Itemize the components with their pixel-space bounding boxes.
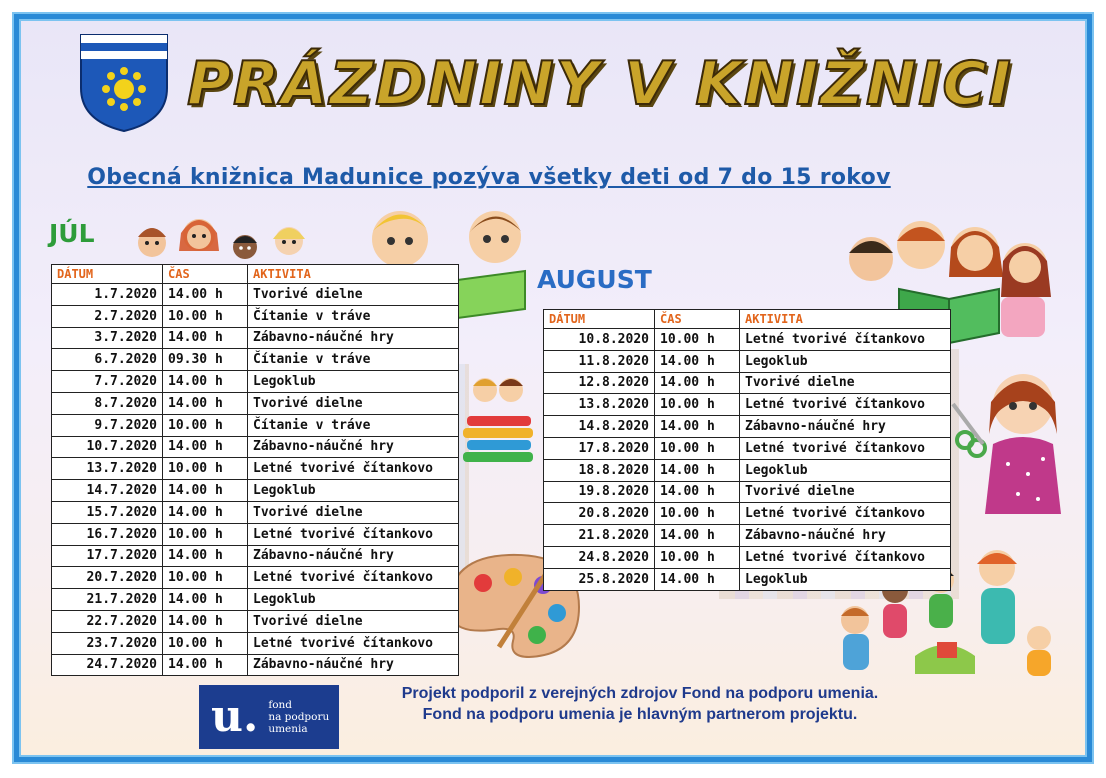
month-label-august: AUGUST <box>537 265 652 294</box>
table-row <box>544 350 951 372</box>
cell-date: 7.7.2020 <box>52 371 163 393</box>
table-row <box>544 546 951 568</box>
cell-date: 17.8.2020 <box>544 437 655 459</box>
cell-time: 10.00 h <box>655 437 740 459</box>
cell-date: 21.8.2020 <box>544 525 655 547</box>
village-crest-icon <box>79 33 169 133</box>
cell-date: 3.7.2020 <box>52 327 163 349</box>
table-row <box>52 567 459 589</box>
cell-activity: Čítanie v tráve <box>248 414 459 436</box>
july-schedule-table <box>51 264 459 676</box>
table-row <box>52 654 459 676</box>
cell-time: 14.00 h <box>655 459 740 481</box>
table-row <box>544 394 951 416</box>
table-row <box>544 503 951 525</box>
cell-activity: Zábavno-náučné hry <box>248 327 459 349</box>
table-row <box>544 372 951 394</box>
cell-activity: Letné tvorivé čítankovo <box>248 523 459 545</box>
invitation-subtitle: Obecná knižnica Madunice pozýva všetky deti od 7 do 15 rokov <box>87 165 891 190</box>
cell-activity: Čítanie v tráve <box>248 349 459 371</box>
cell-time: 14.00 h <box>163 545 248 567</box>
table-row <box>544 437 951 459</box>
table-row <box>52 305 459 327</box>
table-row <box>544 568 951 590</box>
table-row <box>52 480 459 502</box>
table-row <box>52 327 459 349</box>
cell-time: 10.00 h <box>163 305 248 327</box>
cell-time: 14.00 h <box>655 350 740 372</box>
cell-date: 24.7.2020 <box>52 654 163 676</box>
cell-time: 14.00 h <box>163 501 248 523</box>
cell-time: 14.00 h <box>163 436 248 458</box>
cell-date: 10.7.2020 <box>52 436 163 458</box>
cell-activity: Zábavno-náučné hry <box>248 436 459 458</box>
cell-date: 17.7.2020 <box>52 545 163 567</box>
footer-line-1: Projekt podporil z verejných zdrojov Fond na podporu umenia. <box>401 685 879 702</box>
cell-time: 14.00 h <box>163 589 248 611</box>
cell-date: 9.7.2020 <box>52 414 163 436</box>
column-header-time: ČAS <box>163 265 248 284</box>
cell-time: 14.00 h <box>655 568 740 590</box>
cell-activity: Legoklub <box>248 371 459 393</box>
month-label-july: JÚL <box>49 219 95 248</box>
column-header-time: ČAS <box>655 310 740 329</box>
cell-activity: Letné tvorivé čítankovo <box>248 632 459 654</box>
cell-activity: Zábavno-náučné hry <box>740 416 951 438</box>
table-row <box>52 284 459 306</box>
cell-date: 19.8.2020 <box>544 481 655 503</box>
cell-date: 20.8.2020 <box>544 503 655 525</box>
cell-activity: Legoklub <box>248 480 459 502</box>
table-row <box>52 501 459 523</box>
table-row <box>52 371 459 393</box>
cell-activity: Legoklub <box>740 459 951 481</box>
cell-time: 10.00 h <box>655 394 740 416</box>
cell-date: 11.8.2020 <box>544 350 655 372</box>
cell-activity: Tvorivé dielne <box>740 481 951 503</box>
cell-activity: Letné tvorivé čítankovo <box>740 503 951 525</box>
footer-line-2: Fond na podporu umenia je hlavným partnerom projektu. <box>422 706 858 723</box>
cell-date: 24.8.2020 <box>544 546 655 568</box>
cell-activity: Legoklub <box>740 568 951 590</box>
table-row <box>52 436 459 458</box>
table-row <box>52 523 459 545</box>
cell-time: 14.00 h <box>163 654 248 676</box>
cell-activity: Letné tvorivé čítankovo <box>740 394 951 416</box>
cell-date: 22.7.2020 <box>52 610 163 632</box>
table-row <box>52 349 459 371</box>
cell-time: 10.00 h <box>163 567 248 589</box>
cell-date: 21.7.2020 <box>52 589 163 611</box>
cell-time: 14.00 h <box>655 525 740 547</box>
fund-logo-line: na podporu <box>268 711 330 723</box>
cell-date: 8.7.2020 <box>52 392 163 414</box>
cell-time: 10.00 h <box>655 546 740 568</box>
cell-time: 14.00 h <box>163 327 248 349</box>
fund-logo-letter: u. <box>211 691 259 742</box>
cell-time: 14.00 h <box>163 610 248 632</box>
cell-activity: Zábavno-náučné hry <box>248 654 459 676</box>
table-row <box>52 458 459 480</box>
table-row <box>544 525 951 547</box>
cell-date: 14.7.2020 <box>52 480 163 502</box>
table-row <box>52 414 459 436</box>
cell-activity: Legoklub <box>740 350 951 372</box>
cell-activity: Tvorivé dielne <box>248 392 459 414</box>
table-row <box>52 610 459 632</box>
cell-activity: Čítanie v tráve <box>248 305 459 327</box>
fund-logo-text <box>268 699 329 735</box>
cell-time: 14.00 h <box>655 481 740 503</box>
girl-with-scissors-icon <box>943 364 1063 534</box>
cell-activity: Letné tvorivé čítankovo <box>740 329 951 351</box>
cell-time: 10.00 h <box>163 523 248 545</box>
cell-date: 10.8.2020 <box>544 329 655 351</box>
cell-date: 18.8.2020 <box>544 459 655 481</box>
table-row <box>52 632 459 654</box>
table-header-row <box>52 265 459 284</box>
cell-time: 14.00 h <box>655 372 740 394</box>
cell-date: 16.7.2020 <box>52 523 163 545</box>
cell-activity: Tvorivé dielne <box>248 284 459 306</box>
table-row <box>544 329 951 351</box>
column-header-activity: AKTIVITA <box>740 310 951 329</box>
table-row <box>52 589 459 611</box>
cell-time: 09.30 h <box>163 349 248 371</box>
cell-date: 12.8.2020 <box>544 372 655 394</box>
table-row <box>544 416 951 438</box>
cell-time: 10.00 h <box>655 503 740 525</box>
fund-logo <box>199 685 339 749</box>
cell-date: 13.7.2020 <box>52 458 163 480</box>
cell-activity: Letné tvorivé čítankovo <box>740 546 951 568</box>
cell-time: 14.00 h <box>163 284 248 306</box>
cell-activity: Zábavno-náučné hry <box>248 545 459 567</box>
table-row <box>544 481 951 503</box>
table-header-row <box>544 310 951 329</box>
column-header-date: DÁTUM <box>544 310 655 329</box>
poster-frame <box>14 14 1092 762</box>
cell-time: 10.00 h <box>163 414 248 436</box>
cell-time: 10.00 h <box>163 632 248 654</box>
cell-date: 6.7.2020 <box>52 349 163 371</box>
cell-date: 15.7.2020 <box>52 501 163 523</box>
cell-time: 10.00 h <box>655 329 740 351</box>
cell-date: 13.8.2020 <box>544 394 655 416</box>
table-row <box>52 392 459 414</box>
cell-date: 14.8.2020 <box>544 416 655 438</box>
fund-logo-line: umenia <box>268 723 308 735</box>
table-row <box>52 545 459 567</box>
kids-faces-icon <box>127 205 327 267</box>
august-schedule-table <box>543 309 951 591</box>
cell-time: 14.00 h <box>655 416 740 438</box>
sponsor-footer <box>349 683 931 725</box>
cell-activity: Legoklub <box>248 589 459 611</box>
cell-time: 14.00 h <box>163 392 248 414</box>
cell-activity: Tvorivé dielne <box>248 501 459 523</box>
cell-time: 14.00 h <box>163 480 248 502</box>
column-header-activity: AKTIVITA <box>248 265 459 284</box>
table-row <box>544 459 951 481</box>
cell-date: 25.8.2020 <box>544 568 655 590</box>
fund-logo-line: fond <box>268 699 293 711</box>
books-stack-icon <box>459 364 539 464</box>
cell-date: 20.7.2020 <box>52 567 163 589</box>
cell-activity: Letné tvorivé čítankovo <box>248 458 459 480</box>
page-title: PRÁZDNINY V KNIŽNICI <box>187 49 1013 119</box>
cell-date: 23.7.2020 <box>52 632 163 654</box>
cell-date: 1.7.2020 <box>52 284 163 306</box>
cell-time: 10.00 h <box>163 458 248 480</box>
cell-activity: Letné tvorivé čítankovo <box>740 437 951 459</box>
column-header-date: DÁTUM <box>52 265 163 284</box>
cell-activity: Tvorivé dielne <box>740 372 951 394</box>
cell-date: 2.7.2020 <box>52 305 163 327</box>
cell-time: 14.00 h <box>163 371 248 393</box>
cell-activity: Tvorivé dielne <box>248 610 459 632</box>
cell-activity: Zábavno-náučné hry <box>740 525 951 547</box>
cell-activity: Letné tvorivé čítankovo <box>248 567 459 589</box>
